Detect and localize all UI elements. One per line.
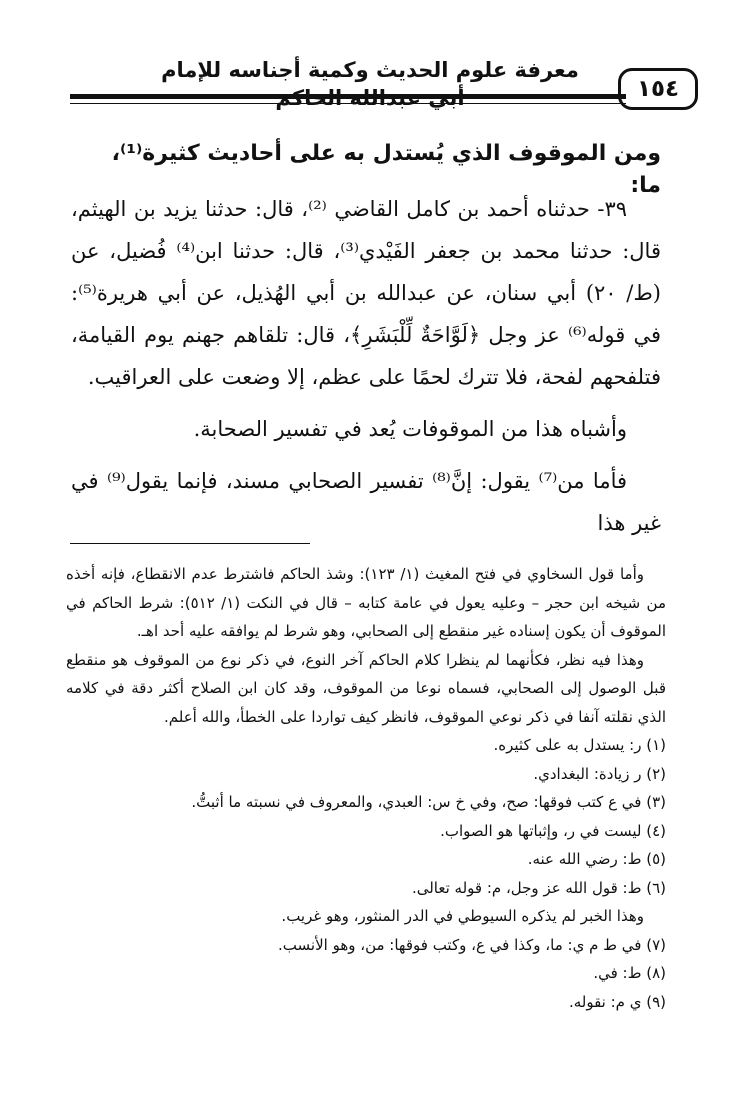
- footnote-7: (٧) في ط م ي: ما، وكذا في ع، وكتب فوقها: من، وهو الأنسب.: [278, 935, 666, 954]
- footnote-separator: [70, 543, 310, 544]
- footnote-list-continued: [66, 931, 666, 1017]
- body-paragraph-3: فأما من⁽⁷⁾ يقول: إنَّ⁽⁸⁾ تفسير الصحابي مسند، فإنما يقول⁽⁹⁾ في غير هذا: [71, 469, 661, 535]
- footnote-continuation-2: وهذا فيه نظر، فكأنهما لم ينظرا كلام الحاكم آخر النوع، في ذكر نوع من الموقوف هو منقطع قبل الوصول إلى الصحابي، فسماه نوعا من الموقوف، وقد كان ابن الصلاح أكثر دقة في كلامه الذي نقلته آنفا في ذكر نوعي الموقوف، فانظر كيف تواردا على الخطأ، والله أعلم.: [66, 650, 666, 726]
- footnote-2: (٢) ر زيادة: البغدادي.: [533, 764, 666, 783]
- footnote-5: (٥) ط: رضي الله عنه.: [527, 850, 666, 868]
- footnote-continuation-1: وأما قول السخاوي في فتح المغيث (١/ ١٢٣): وشذ الحاكم فاشترط عدم الانقطاع، فإنه أخذه من شيخه ابن حجر – وعليه يعول في عامة كتابه – قال في النكت (١/ ٥١٢): شرط الحاكم في الموقوف أن يكون إسناده غير منقطع إلى الصحابي، وهو شرط لم يوافقه عليه أحد اهـ.: [66, 565, 666, 640]
- main-text: [71, 188, 661, 554]
- footnote-list: [66, 731, 666, 902]
- footnote-6: (٦) ط: قول الله عز وجل، م: قوله تعالى.: [411, 878, 666, 897]
- footnote-8: (٨) ط: في.: [593, 964, 666, 982]
- body-paragraph-2: وأشباه هذا من الموقوفات يُعد في تفسير الصحابة.: [193, 417, 627, 441]
- header-rule: [70, 94, 626, 99]
- running-title: معرفة علوم الحديث وكمية أجناسه للإمام: [161, 58, 579, 82]
- footnote-4: (٤) ليست في ر، وإثباتها هو الصواب.: [440, 821, 666, 840]
- footnote-6-continuation: وهذا الخبر لم يذكره السيوطي في الدر المنثور، وهو غريب.: [281, 907, 644, 925]
- footnote-9: (٩) ي م: نقوله.: [568, 992, 666, 1011]
- header-rule-thin: [70, 103, 626, 104]
- page-number-badge: ١٥٤: [618, 68, 698, 110]
- footnotes: [66, 560, 666, 1016]
- hadith-paragraph: ٣٩- حدثناه أحمد بن كامل القاضي ⁽²⁾، قال: حدثنا يزيد بن الهيثم، قال: حدثنا محمد بن جعفر الفَيْدي⁽³⁾، قال: حدثنا ابن⁽⁴⁾ فُضيل، عن (ط/ ٢٠) أبي سنان، عن عبدالله بن أبي الهُذيل، عن أبي هريرة⁽⁵⁾: في قوله⁽⁶⁾ عز وجل ﴿لَوَّاحَةٌ لِّلْبَشَرِ﴾، قال: تلقاهم جهنم يوم القيامة، فتلفحهم لفحة، فلا تترك لحمًا على عظم، إلا وضعت على العراقيب.: [71, 197, 662, 389]
- footnote-1: (١) ر: يستدل به على كثيره.: [493, 736, 666, 754]
- section-heading: ومن الموقوف الذي يُستدل به على أحاديث كثيرة⁽¹⁾، ما:: [111, 141, 661, 198]
- footnote-3: (٣) في ع كتب فوقها: صح، وفي خ س: العبدي، والمعروف في نسبته ما أثبتُّ.: [191, 793, 666, 811]
